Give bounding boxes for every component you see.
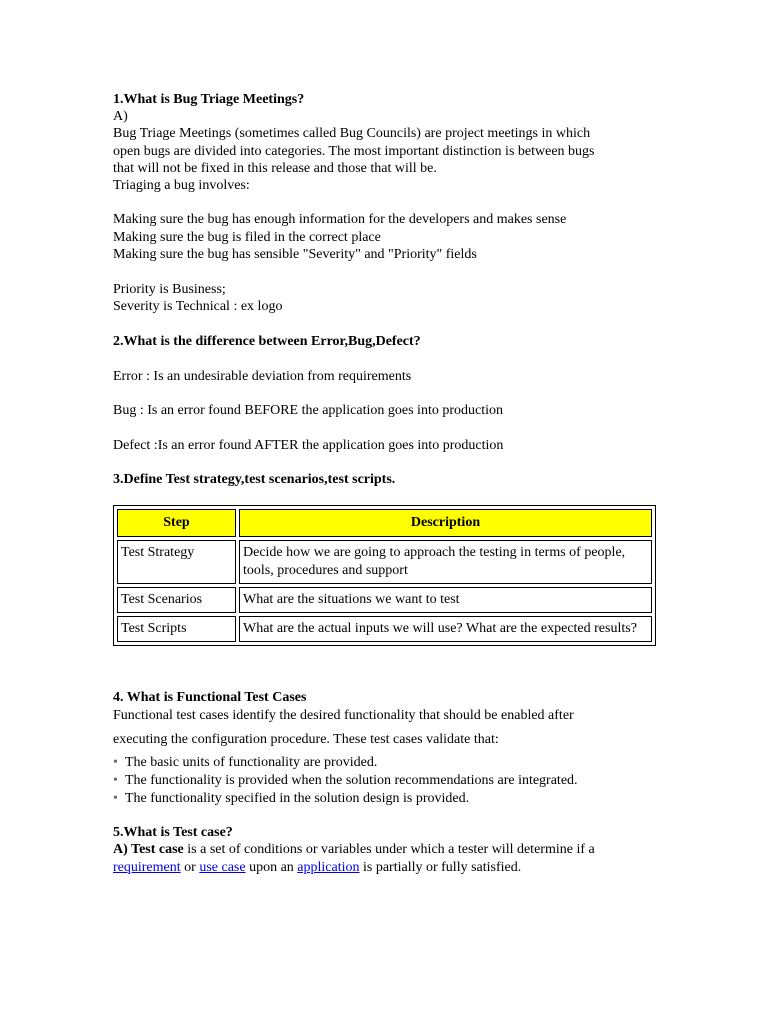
q2-error: Error : Is an undesirable deviation from requirements (113, 369, 412, 384)
table-cell-description: What are the actual inputs we will use? What are the expected results? (239, 616, 652, 642)
table-row (117, 540, 652, 584)
q5-answer-rest: is a set of conditions or variables under which a tester will determine if a (183, 842, 595, 857)
q4-line: executing the configuration procedure. These test cases validate that: (113, 732, 499, 747)
q5-answer-line-2 (113, 859, 521, 877)
use-case-link[interactable]: use case (199, 860, 246, 875)
table-header-row (117, 509, 652, 537)
q1-para-line: Bug Triage Meetings (sometimes called Bug Councils) are project meetings in which (113, 126, 591, 141)
q4-title: 4. What is Functional Test Cases (113, 690, 307, 705)
list-item-text: The functionality is provided when the solution recommendations are integrated. (125, 773, 578, 788)
list-item (113, 754, 377, 772)
bullet-icon: • (113, 791, 118, 806)
list-item (113, 772, 578, 790)
q1-para-line: Triaging a bug involves: (113, 178, 250, 193)
q5-text: is partially or fully satisfied. (359, 860, 522, 875)
table-header-step: Step (117, 509, 236, 537)
requirement-link[interactable]: requirement (113, 860, 181, 875)
table-header-description: Description (239, 509, 652, 537)
q5-title: 5.What is Test case? (113, 825, 233, 840)
q5-answer-prefix: A) Test case (113, 842, 184, 857)
q1-para-line: that will not be fixed in this release and those that will be. (113, 161, 437, 176)
list-item (113, 790, 469, 808)
q1-para-line: open bugs are divided into categories. The most important distinction is between bugs (113, 144, 595, 159)
q1-item: Making sure the bug has sensible "Severity" and "Priority" fields (113, 247, 477, 262)
q5-text: upon an (245, 860, 298, 875)
q2-defect: Defect :Is an error found AFTER the application goes into production (113, 438, 504, 453)
q2-title: 2.What is the difference between Error,Bug,Defect? (113, 334, 421, 349)
q4-line: Functional test cases identify the desired functionality that should be enabled after (113, 708, 574, 723)
table-cell-step: Test Scenarios (117, 587, 236, 613)
q1-item: Making sure the bug has enough information for the developers and makes sense (113, 212, 567, 227)
table-cell-step: Test Strategy (117, 540, 236, 584)
q3-title: 3.Define Test strategy,test scenarios,test scripts. (113, 472, 396, 487)
q1-item: Making sure the bug is filed in the correct place (113, 230, 381, 245)
table-cell-description: Decide how we are going to approach the testing in terms of people, tools, procedures and support (239, 540, 652, 584)
q5-text: or (180, 860, 200, 875)
list-item-text: The functionality specified in the solution design is provided. (125, 791, 470, 806)
q1-title: 1.What is Bug Triage Meetings? (113, 92, 305, 107)
table-cell-step: Test Scripts (117, 616, 236, 642)
list-item-text: The basic units of functionality are provided. (125, 755, 378, 770)
q1-severity: Severity is Technical : ex logo (113, 299, 283, 314)
q5-answer-line (113, 841, 595, 859)
table-row (117, 587, 652, 613)
table-row (117, 616, 652, 642)
q2-bug: Bug : Is an error found BEFORE the application goes into production (113, 403, 503, 418)
application-link[interactable]: application (297, 860, 360, 875)
q1-answer-label: A) (113, 109, 128, 124)
steps-table (113, 505, 656, 646)
bullet-icon: • (113, 773, 118, 788)
q1-priority: Priority is Business; (113, 282, 226, 297)
bullet-icon: • (113, 755, 118, 770)
table-cell-description: What are the situations we want to test (239, 587, 652, 613)
